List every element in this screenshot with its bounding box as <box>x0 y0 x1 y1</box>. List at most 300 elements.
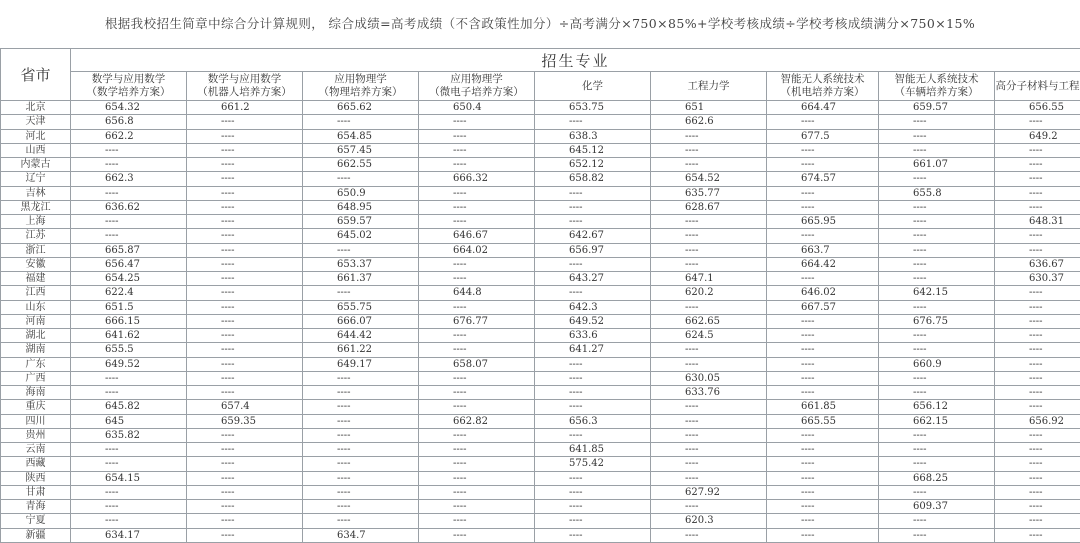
score-cell: ---- <box>767 186 879 200</box>
score-cell: 656.97 <box>535 243 651 257</box>
table-row <box>1 357 1080 371</box>
score-cell: ---- <box>767 457 879 471</box>
province-cell: 新疆 <box>1 528 71 542</box>
score-cell: ---- <box>879 300 995 314</box>
score-cell: 676.75 <box>879 314 995 328</box>
score-cell: ---- <box>879 243 995 257</box>
score-cell: ---- <box>187 428 303 442</box>
score-cell: ---- <box>419 443 535 457</box>
province-cell: 云南 <box>1 443 71 457</box>
score-cell: 655.5 <box>71 343 187 357</box>
score-cell: ---- <box>303 514 419 528</box>
score-cell: 662.15 <box>879 414 995 428</box>
province-cell: 黑龙江 <box>1 200 71 214</box>
score-cell: 657.4 <box>187 400 303 414</box>
score-cell: 638.3 <box>535 129 651 143</box>
major-name: 化学 <box>582 79 603 92</box>
majors-group-header: 招生专业 <box>71 49 1080 72</box>
score-cell: ---- <box>651 428 767 442</box>
score-cell: ---- <box>995 485 1080 499</box>
score-table-body <box>1 101 1080 543</box>
score-cell: ---- <box>767 200 879 214</box>
major-header-row <box>1 72 1080 101</box>
score-cell: ---- <box>71 457 187 471</box>
province-cell: 辽宁 <box>1 172 71 186</box>
score-cell: ---- <box>535 215 651 229</box>
score-cell: ---- <box>767 514 879 528</box>
table-row <box>1 457 1080 471</box>
score-cell: 642.15 <box>879 286 995 300</box>
major-header <box>995 72 1080 101</box>
score-cell: ---- <box>187 272 303 286</box>
province-cell: 福建 <box>1 272 71 286</box>
table-row <box>1 428 1080 442</box>
province-cell: 河南 <box>1 314 71 328</box>
table-row <box>1 343 1080 357</box>
score-cell: ---- <box>651 414 767 428</box>
score-cell: 653.75 <box>535 101 651 115</box>
province-cell: 湖北 <box>1 329 71 343</box>
score-cell: 662.82 <box>419 414 535 428</box>
score-cell: 645.02 <box>303 229 419 243</box>
score-cell: ---- <box>187 115 303 129</box>
score-cell: ---- <box>995 400 1080 414</box>
table-row <box>1 129 1080 143</box>
table-row <box>1 514 1080 528</box>
major-name: 智能无人系统技术 <box>894 73 979 85</box>
score-cell: ---- <box>879 200 995 214</box>
province-cell: 河北 <box>1 129 71 143</box>
score-cell: ---- <box>879 272 995 286</box>
table-row <box>1 528 1080 542</box>
score-cell: ---- <box>995 386 1080 400</box>
province-cell: 四川 <box>1 414 71 428</box>
score-cell: ---- <box>71 143 187 157</box>
score-cell: ---- <box>651 457 767 471</box>
score-cell: ---- <box>187 158 303 172</box>
score-cell: 655.8 <box>879 186 995 200</box>
province-cell: 贵州 <box>1 428 71 442</box>
score-cell: ---- <box>879 329 995 343</box>
score-cell: ---- <box>879 172 995 186</box>
score-cell: ---- <box>419 272 535 286</box>
province-cell: 重庆 <box>1 400 71 414</box>
score-cell: 645 <box>71 414 187 428</box>
score-cell: 575.42 <box>535 457 651 471</box>
score-cell: 641.27 <box>535 343 651 357</box>
province-cell: 山西 <box>1 143 71 157</box>
score-cell: ---- <box>187 485 303 499</box>
score-cell: ---- <box>995 471 1080 485</box>
score-cell: 653.37 <box>303 257 419 271</box>
major-header <box>879 72 995 101</box>
score-cell: 661.07 <box>879 158 995 172</box>
score-cell: 661.37 <box>303 272 419 286</box>
score-cell: ---- <box>651 343 767 357</box>
score-cell: ---- <box>535 357 651 371</box>
score-cell: ---- <box>767 272 879 286</box>
score-cell: ---- <box>419 528 535 542</box>
score-cell: ---- <box>187 371 303 385</box>
score-cell: ---- <box>879 115 995 129</box>
score-cell: ---- <box>767 500 879 514</box>
major-header <box>303 72 419 101</box>
score-cell: ---- <box>71 386 187 400</box>
score-cell: ---- <box>303 485 419 499</box>
score-cell: ---- <box>535 500 651 514</box>
province-cell: 北京 <box>1 101 71 115</box>
province-cell: 安徽 <box>1 257 71 271</box>
score-cell: 666.15 <box>71 314 187 328</box>
major-header <box>71 72 187 101</box>
score-cell: 676.77 <box>419 314 535 328</box>
province-cell: 吉林 <box>1 186 71 200</box>
score-cell: 649.2 <box>995 129 1080 143</box>
score-cell: ---- <box>187 186 303 200</box>
score-cell: ---- <box>767 443 879 457</box>
score-cell: 634.17 <box>71 528 187 542</box>
table-row <box>1 371 1080 385</box>
score-cell: ---- <box>187 129 303 143</box>
score-cell: ---- <box>651 500 767 514</box>
score-cell: ---- <box>187 243 303 257</box>
score-cell: ---- <box>879 443 995 457</box>
score-cell: ---- <box>419 485 535 499</box>
score-cell: ---- <box>767 371 879 385</box>
score-cell: ---- <box>995 115 1080 129</box>
score-cell: ---- <box>419 158 535 172</box>
score-cell: 650.9 <box>303 186 419 200</box>
major-name: 应用物理学 <box>450 73 503 85</box>
score-cell: 650.4 <box>419 101 535 115</box>
score-cell: ---- <box>187 143 303 157</box>
score-cell: 654.52 <box>651 172 767 186</box>
score-cell: ---- <box>879 457 995 471</box>
major-name: 数学与应用数学 <box>207 73 282 85</box>
score-cell: ---- <box>419 343 535 357</box>
score-cell: 644.42 <box>303 329 419 343</box>
score-cell: ---- <box>651 357 767 371</box>
score-cell: 649.52 <box>535 314 651 328</box>
score-cell: 662.6 <box>651 115 767 129</box>
score-cell: ---- <box>187 386 303 400</box>
province-cell: 西藏 <box>1 457 71 471</box>
score-cell: 654.15 <box>71 471 187 485</box>
score-cell: 658.82 <box>535 172 651 186</box>
score-cell: 633.76 <box>651 386 767 400</box>
score-cell: ---- <box>187 457 303 471</box>
score-cell: 647.1 <box>651 272 767 286</box>
major-header <box>187 72 303 101</box>
score-cell: ---- <box>187 314 303 328</box>
score-cell: 668.25 <box>879 471 995 485</box>
score-cell: 656.8 <box>71 115 187 129</box>
score-cell: ---- <box>879 257 995 271</box>
score-cell: ---- <box>71 500 187 514</box>
major-name: 高分子材料与工程 <box>995 79 1080 92</box>
score-cell: 654.85 <box>303 129 419 143</box>
score-cell: 664.47 <box>767 101 879 115</box>
score-cell: 635.82 <box>71 428 187 442</box>
score-cell: 635.77 <box>651 186 767 200</box>
score-cell: ---- <box>879 428 995 442</box>
province-cell: 海南 <box>1 386 71 400</box>
score-cell: 662.2 <box>71 129 187 143</box>
score-cell: ---- <box>419 129 535 143</box>
score-cell: 622.4 <box>71 286 187 300</box>
score-cell: ---- <box>303 386 419 400</box>
score-cell: ---- <box>419 115 535 129</box>
score-cell: ---- <box>995 300 1080 314</box>
score-cell: ---- <box>995 186 1080 200</box>
score-cell: ---- <box>535 485 651 499</box>
major-name: 工程力学 <box>687 79 730 92</box>
table-row <box>1 101 1080 115</box>
score-cell: ---- <box>651 158 767 172</box>
score-cell: ---- <box>767 329 879 343</box>
table-row <box>1 314 1080 328</box>
score-cell: ---- <box>419 400 535 414</box>
score-cell: 620.2 <box>651 286 767 300</box>
score-cell: ---- <box>879 386 995 400</box>
major-name: 数学与应用数学 <box>91 73 166 85</box>
table-row <box>1 143 1080 157</box>
score-cell: 646.67 <box>419 229 535 243</box>
table-row <box>1 471 1080 485</box>
score-cell: 642.3 <box>535 300 651 314</box>
score-cell: ---- <box>767 143 879 157</box>
score-cell: ---- <box>767 229 879 243</box>
major-header <box>535 72 651 101</box>
table-row <box>1 229 1080 243</box>
score-cell: 633.6 <box>535 329 651 343</box>
score-cell: ---- <box>535 386 651 400</box>
table-row <box>1 186 1080 200</box>
score-cell: 628.67 <box>651 200 767 214</box>
score-cell: ---- <box>535 115 651 129</box>
table-row <box>1 172 1080 186</box>
score-cell: 658.07 <box>419 357 535 371</box>
score-cell: 643.27 <box>535 272 651 286</box>
score-cell: 667.57 <box>767 300 879 314</box>
score-cell: ---- <box>71 215 187 229</box>
score-cell: ---- <box>187 329 303 343</box>
score-cell: ---- <box>303 471 419 485</box>
score-cell: ---- <box>767 343 879 357</box>
score-cell: ---- <box>879 371 995 385</box>
score-cell: 649.52 <box>71 357 187 371</box>
score-cell: ---- <box>187 343 303 357</box>
score-cell: ---- <box>535 471 651 485</box>
score-cell: 665.87 <box>71 243 187 257</box>
score-cell: ---- <box>419 371 535 385</box>
major-name: 智能无人系统技术 <box>780 73 865 85</box>
score-cell: ---- <box>419 143 535 157</box>
score-cell: 656.92 <box>995 414 1080 428</box>
score-cell: ---- <box>535 186 651 200</box>
table-row <box>1 158 1080 172</box>
province-header: 省市 <box>1 49 71 101</box>
score-cell: 630.37 <box>995 272 1080 286</box>
score-cell: ---- <box>767 485 879 499</box>
score-cell: 630.05 <box>651 371 767 385</box>
score-cell: ---- <box>651 129 767 143</box>
score-cell: ---- <box>303 414 419 428</box>
table-row <box>1 272 1080 286</box>
score-cell: ---- <box>995 443 1080 457</box>
score-cell: ---- <box>651 400 767 414</box>
province-cell: 上海 <box>1 215 71 229</box>
score-cell: ---- <box>535 200 651 214</box>
score-cell: 624.5 <box>651 329 767 343</box>
score-cell: ---- <box>767 528 879 542</box>
score-cell: 642.67 <box>535 229 651 243</box>
score-cell: ---- <box>419 500 535 514</box>
score-cell: ---- <box>995 200 1080 214</box>
score-cell: ---- <box>767 471 879 485</box>
score-cell: ---- <box>535 514 651 528</box>
score-cell: ---- <box>535 257 651 271</box>
major-header <box>419 72 535 101</box>
score-cell: 649.17 <box>303 357 419 371</box>
score-cell: ---- <box>71 186 187 200</box>
score-cell: ---- <box>303 500 419 514</box>
score-cell: ---- <box>187 257 303 271</box>
score-cell: 656.47 <box>71 257 187 271</box>
score-cell: ---- <box>419 514 535 528</box>
score-cell: ---- <box>419 457 535 471</box>
score-cell: ---- <box>187 215 303 229</box>
score-cell: 665.95 <box>767 215 879 229</box>
score-cell: ---- <box>995 286 1080 300</box>
score-cell: ---- <box>419 186 535 200</box>
score-cell: ---- <box>651 257 767 271</box>
province-cell: 江西 <box>1 286 71 300</box>
score-cell: ---- <box>419 428 535 442</box>
score-cell: 662.3 <box>71 172 187 186</box>
score-cell: ---- <box>767 357 879 371</box>
table-row <box>1 243 1080 257</box>
score-cell: 666.32 <box>419 172 535 186</box>
score-cell: 660.9 <box>879 357 995 371</box>
province-cell: 甘肃 <box>1 485 71 499</box>
province-cell: 浙江 <box>1 243 71 257</box>
score-cell: ---- <box>767 115 879 129</box>
score-cell: 661.2 <box>187 101 303 115</box>
score-cell: ---- <box>187 514 303 528</box>
score-cell: ---- <box>879 343 995 357</box>
province-cell: 湖南 <box>1 343 71 357</box>
score-cell: ---- <box>995 172 1080 186</box>
score-cell: ---- <box>879 514 995 528</box>
score-cell: 609.37 <box>879 500 995 514</box>
table-row <box>1 300 1080 314</box>
score-cell: ---- <box>419 200 535 214</box>
score-cell: ---- <box>651 528 767 542</box>
score-cell: ---- <box>879 143 995 157</box>
formula-note: 根据我校招生简章中综合分计算规则， 综合成绩=高考成绩（不含政策性加分）÷高考满分×750×85%+学校考核成绩÷学校考核成绩满分×750×15% <box>104 16 976 31</box>
score-cell: ---- <box>419 215 535 229</box>
score-cell: 620.3 <box>651 514 767 528</box>
province-cell: 广东 <box>1 357 71 371</box>
score-cell: ---- <box>71 485 187 499</box>
score-cell: ---- <box>995 500 1080 514</box>
score-cell: 655.75 <box>303 300 419 314</box>
score-cell: ---- <box>303 286 419 300</box>
score-cell: 666.07 <box>303 314 419 328</box>
major-plan: （物理培养方案） <box>318 86 403 98</box>
score-cell: ---- <box>187 500 303 514</box>
score-cell: ---- <box>303 443 419 457</box>
score-cell: 656.55 <box>995 101 1080 115</box>
score-cell: ---- <box>767 314 879 328</box>
score-cell: ---- <box>187 172 303 186</box>
score-cell: ---- <box>419 300 535 314</box>
score-cell: 641.62 <box>71 329 187 343</box>
major-header <box>651 72 767 101</box>
score-cell: ---- <box>995 158 1080 172</box>
table-row <box>1 500 1080 514</box>
major-name: 应用物理学 <box>334 73 387 85</box>
province-cell: 青海 <box>1 500 71 514</box>
score-cell: ---- <box>651 143 767 157</box>
table-row <box>1 443 1080 457</box>
score-table <box>0 48 1080 543</box>
score-cell: ---- <box>535 286 651 300</box>
score-cell: ---- <box>71 443 187 457</box>
table-row <box>1 115 1080 129</box>
table-row <box>1 215 1080 229</box>
score-cell: ---- <box>303 172 419 186</box>
score-cell: 665.62 <box>303 101 419 115</box>
score-cell: ---- <box>879 129 995 143</box>
score-cell: 664.42 <box>767 257 879 271</box>
score-cell: ---- <box>303 115 419 129</box>
score-cell: ---- <box>535 371 651 385</box>
score-cell: 659.57 <box>303 215 419 229</box>
score-cell: ---- <box>995 343 1080 357</box>
score-cell: ---- <box>995 357 1080 371</box>
score-cell: 648.95 <box>303 200 419 214</box>
score-cell: ---- <box>187 286 303 300</box>
score-cell: 674.57 <box>767 172 879 186</box>
table-row <box>1 386 1080 400</box>
table-row <box>1 286 1080 300</box>
score-cell: 664.02 <box>419 243 535 257</box>
score-cell: 656.3 <box>535 414 651 428</box>
score-cell: 627.92 <box>651 485 767 499</box>
score-cell: 636.67 <box>995 257 1080 271</box>
score-cell: ---- <box>303 371 419 385</box>
score-cell: ---- <box>767 158 879 172</box>
major-plan: （机电培养方案） <box>780 86 865 98</box>
province-cell: 宁夏 <box>1 514 71 528</box>
score-cell: 646.02 <box>767 286 879 300</box>
score-cell: ---- <box>879 528 995 542</box>
major-plan: （微电子培养方案） <box>429 86 524 98</box>
score-cell: ---- <box>651 300 767 314</box>
score-cell: ---- <box>303 243 419 257</box>
score-cell: ---- <box>995 329 1080 343</box>
score-cell: ---- <box>303 400 419 414</box>
score-cell: 654.32 <box>71 101 187 115</box>
score-cell: 652.12 <box>535 158 651 172</box>
score-cell: 634.7 <box>303 528 419 542</box>
score-cell: ---- <box>71 371 187 385</box>
province-cell: 江苏 <box>1 229 71 243</box>
score-cell: ---- <box>995 371 1080 385</box>
major-plan: （数学培养方案） <box>86 86 171 98</box>
